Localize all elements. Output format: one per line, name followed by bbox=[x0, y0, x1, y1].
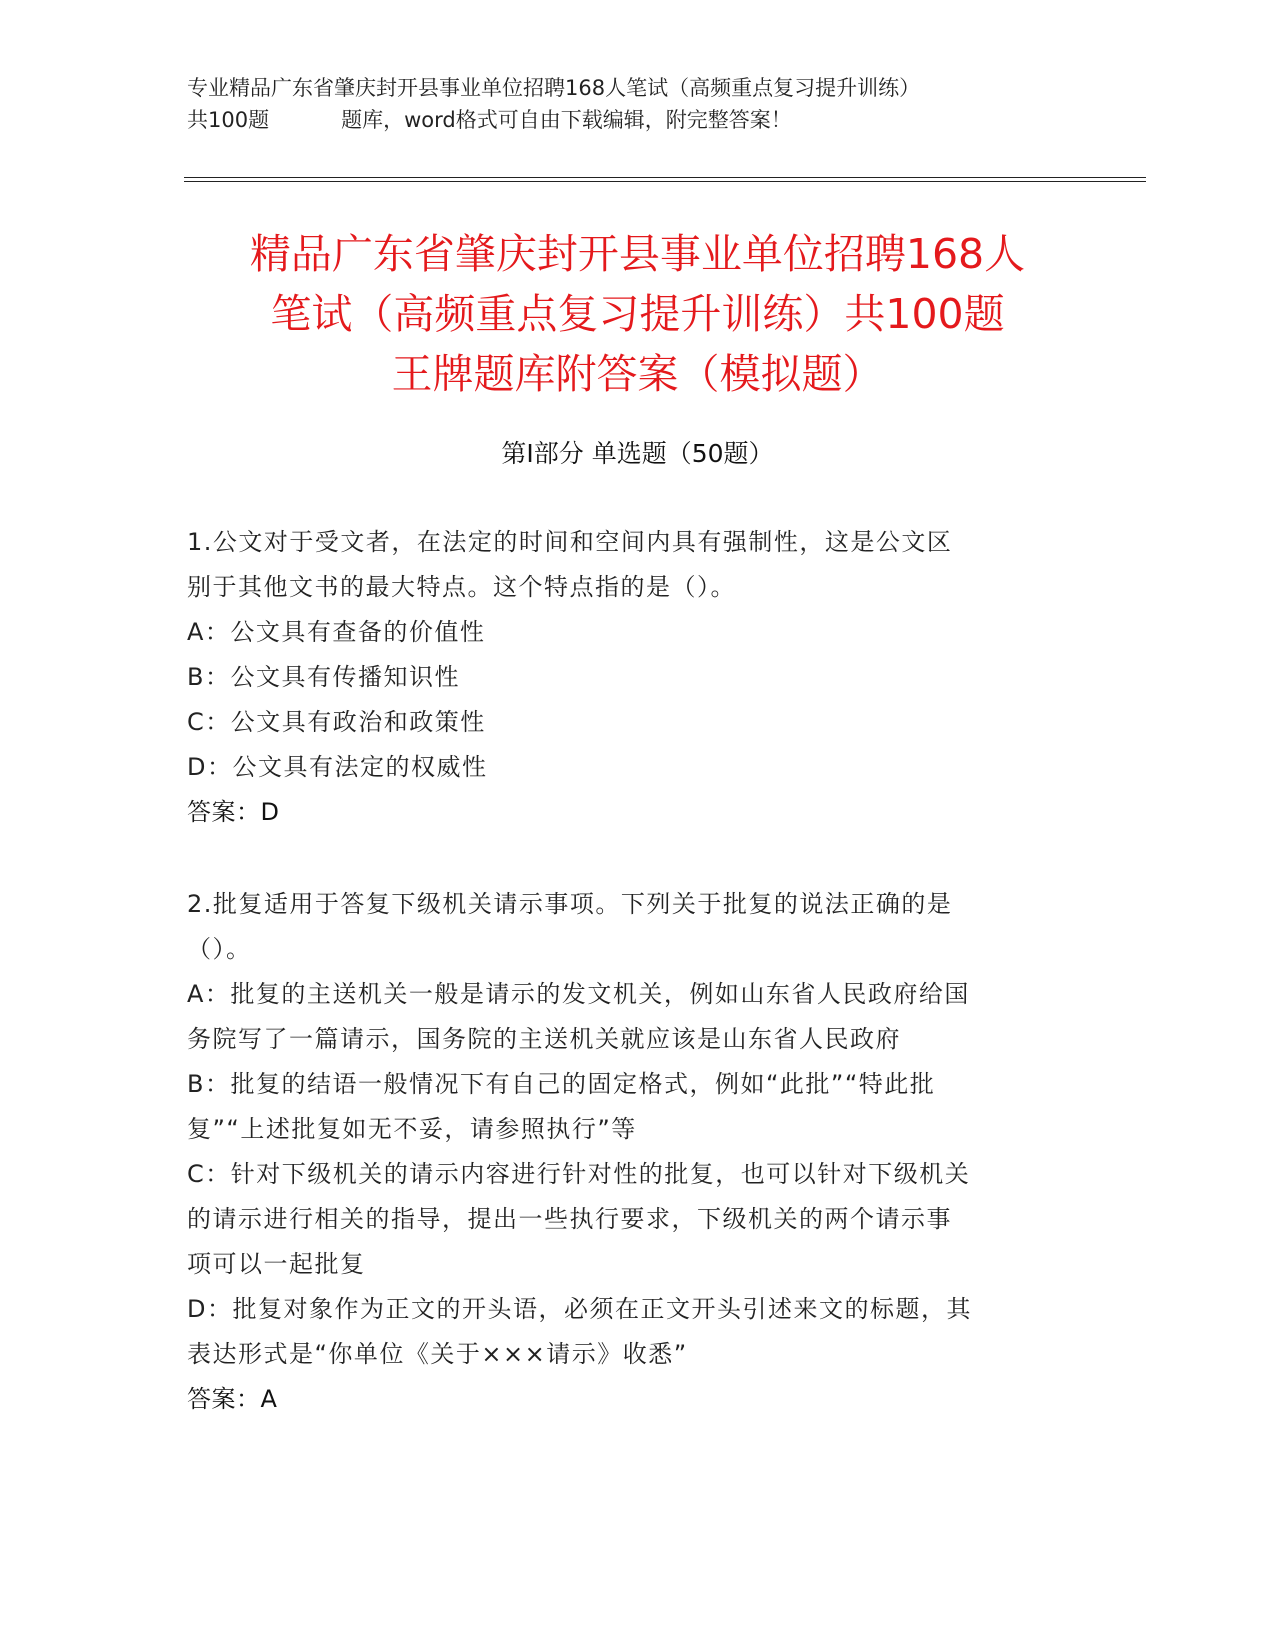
document-title bbox=[150, 224, 1125, 404]
question-2-option-c-line-1: C：针对下级机关的请示内容进行针对性的批复，也可以针对下级机关 bbox=[187, 1160, 971, 1188]
question-2-option-b-line-2: 复”“上述批复如无不妥，请参照执行”等 bbox=[187, 1115, 637, 1143]
question-1-option-b: B：公文具有传播知识性 bbox=[187, 663, 460, 691]
header-line-1: 专业精品广东省肇庆封开县事业单位招聘168人笔试（高频重点复习提升训练） bbox=[187, 76, 921, 100]
question-1-option-a: A：公文具有查备的价值性 bbox=[187, 618, 486, 646]
question-2 bbox=[187, 882, 1067, 1422]
question-1-option-c: C：公文具有政治和政策性 bbox=[187, 708, 486, 736]
question-2-stem-line-1: 2.批复适用于答复下级机关请示事项。下列关于批复的说法正确的是 bbox=[187, 890, 953, 918]
question-2-stem-line-2: （）。 bbox=[187, 935, 252, 963]
page-header bbox=[187, 72, 1087, 136]
header-count: 共100题 bbox=[187, 108, 270, 132]
question-2-option-b-line-1: B：批复的结语一般情况下有自己的固定格式，例如“此批”“特此批 bbox=[187, 1070, 936, 1098]
question-1 bbox=[187, 520, 1067, 835]
title-line-1: 精品广东省肇庆封开县事业单位招聘168人 bbox=[249, 230, 1026, 278]
question-1-stem-line-2: 别于其他文书的最大特点。这个特点指的是（）。 bbox=[187, 573, 736, 601]
header-note: 题库，word格式可自由下载编辑，附完整答案！ bbox=[341, 108, 792, 132]
header-divider-top bbox=[184, 177, 1146, 178]
question-2-option-a-line-2: 务院写了一篇请示，国务院的主送机关就应该是山东省人民政府 bbox=[187, 1025, 901, 1053]
question-1-stem-line-1: 1.公文对于受文者，在法定的时间和空间内具有强制性，这是公文区 bbox=[187, 528, 953, 556]
question-2-option-a-line-1: A：批复的主送机关一般是请示的发文机关，例如山东省人民政府给国 bbox=[187, 980, 970, 1008]
question-2-option-c-line-3: 项可以一起批复 bbox=[187, 1250, 366, 1278]
question-2-option-d-line-1: D：批复对象作为正文的开头语，必须在正文开头引述来文的标题，其 bbox=[187, 1295, 972, 1323]
question-1-answer: 答案：D bbox=[187, 798, 280, 826]
title-line-2: 笔试（高频重点复习提升训练）共100题 bbox=[270, 290, 1005, 338]
title-line-3: 王牌题库附答案（模拟题） bbox=[391, 350, 884, 398]
section-heading: 第I部分 单选题（50题） bbox=[501, 439, 774, 468]
header-line-2 bbox=[187, 104, 1087, 136]
question-2-option-d-line-2: 表达形式是“你单位《关于×××请示》收悉” bbox=[187, 1340, 688, 1368]
header-divider-bottom bbox=[184, 181, 1146, 182]
question-2-answer: 答案：A bbox=[187, 1385, 278, 1413]
question-1-option-d: D：公文具有法定的权威性 bbox=[187, 753, 488, 781]
question-2-option-c-line-2: 的请示进行相关的指导，提出一些执行要求，下级机关的两个请示事 bbox=[187, 1205, 952, 1233]
